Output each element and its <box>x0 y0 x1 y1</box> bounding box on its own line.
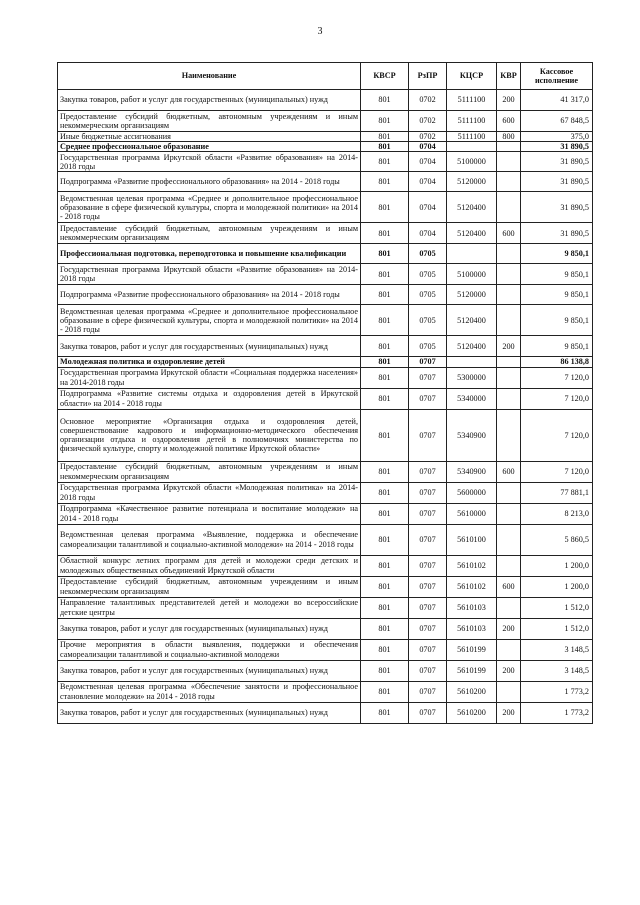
cell-kvsr: 801 <box>361 336 409 357</box>
cell-kcsr: 5340900 <box>447 461 497 482</box>
cell-name: Областной конкурс летних программ для детей и молодежи среди детских и молодежных общественных объединений Иркутской области <box>58 555 361 576</box>
cell-kcsr: 5610102 <box>447 555 497 576</box>
cell-kcsr: 5111100 <box>447 111 497 132</box>
table-row <box>58 503 593 524</box>
cell-kvsr: 801 <box>361 639 409 660</box>
cell-amount: 31 890,5 <box>521 142 593 152</box>
cell-amount: 1 773,2 <box>521 681 593 702</box>
cell-kvr <box>497 681 521 702</box>
cell-amount: 86 138,8 <box>521 357 593 367</box>
table-header-row <box>58 63 593 90</box>
table-row <box>58 132 593 142</box>
cell-amount: 7 120,0 <box>521 388 593 409</box>
cell-kvsr: 801 <box>361 132 409 142</box>
cell-rzpr: 0704 <box>409 172 447 192</box>
cell-kvr <box>497 503 521 524</box>
cell-name: Государственная программа Иркутской области «Развитие образования» на 2014-2018 годы <box>58 152 361 172</box>
cell-kvsr: 801 <box>361 367 409 388</box>
cell-amount: 31 890,5 <box>521 152 593 172</box>
header-kvr: КВР <box>497 63 521 90</box>
cell-name: Государственная программа Иркутской области «Социальная поддержка населения» на 2014-2018 годы <box>58 367 361 388</box>
cell-kcsr: 5120400 <box>447 305 497 336</box>
cell-rzpr: 0704 <box>409 192 447 223</box>
table-row <box>58 223 593 244</box>
page-number: 3 <box>317 26 323 37</box>
cell-kcsr: 5100000 <box>447 152 497 172</box>
cell-name: Подпрограмма «Развитие профессионального образования» на 2014 - 2018 годы <box>58 285 361 305</box>
cell-kcsr: 5111100 <box>447 132 497 142</box>
cell-rzpr: 0707 <box>409 503 447 524</box>
cell-rzpr: 0707 <box>409 482 447 503</box>
cell-rzpr: 0707 <box>409 639 447 660</box>
table-row <box>58 264 593 285</box>
cell-rzpr: 0704 <box>409 223 447 244</box>
cell-kvsr: 801 <box>361 90 409 111</box>
table-row <box>58 482 593 503</box>
cell-name: Молодежная политика и оздоровление детей <box>58 357 361 367</box>
header-kcsr: КЦСР <box>447 63 497 90</box>
header-name: Наименование <box>58 63 361 90</box>
table-row <box>58 142 593 152</box>
cell-kvr <box>497 524 521 555</box>
cell-name: Иные бюджетные ассигнования <box>58 132 361 142</box>
cell-rzpr: 0705 <box>409 336 447 357</box>
cell-rzpr: 0705 <box>409 285 447 305</box>
cell-kcsr: 5120000 <box>447 285 497 305</box>
table-row <box>58 576 593 597</box>
table-row <box>58 367 593 388</box>
cell-amount: 31 890,5 <box>521 223 593 244</box>
cell-kvr <box>497 367 521 388</box>
cell-name: Закупка товаров, работ и услуг для государственных (муниципальных) нужд <box>58 336 361 357</box>
cell-name: Прочие мероприятия в области выявления, поддержки и обеспечения самореализации талантливой и социально-активной молодежи <box>58 639 361 660</box>
cell-name: Среднее профессиональное образование <box>58 142 361 152</box>
cell-kvsr: 801 <box>361 285 409 305</box>
cell-rzpr: 0704 <box>409 142 447 152</box>
cell-rzpr: 0707 <box>409 576 447 597</box>
cell-kcsr: 5600000 <box>447 482 497 503</box>
table-row <box>58 702 593 723</box>
cell-kvr <box>497 244 521 264</box>
cell-kcsr: 5610103 <box>447 597 497 618</box>
cell-amount: 1 773,2 <box>521 702 593 723</box>
cell-kvsr: 801 <box>361 357 409 367</box>
table-row <box>58 192 593 223</box>
cell-amount: 375,0 <box>521 132 593 142</box>
cell-name: Основное мероприятие «Организация отдыха и оздоровления детей, совершенствование кадрового и информационно-методического обеспечения организации отдыха и оздоровления детей в полномочиях министерства по физической культуре, спорту и молодежной политике Иркутской области» <box>58 409 361 461</box>
cell-kvr: 600 <box>497 576 521 597</box>
table-row <box>58 305 593 336</box>
cell-kcsr: 5120400 <box>447 336 497 357</box>
cell-kvr <box>497 192 521 223</box>
cell-rzpr: 0707 <box>409 357 447 367</box>
cell-rzpr: 0702 <box>409 132 447 142</box>
cell-kvr <box>497 142 521 152</box>
cell-kvsr: 801 <box>361 618 409 639</box>
cell-amount: 7 120,0 <box>521 409 593 461</box>
cell-rzpr: 0707 <box>409 660 447 681</box>
table-row <box>58 639 593 660</box>
cell-name: Закупка товаров, работ и услуг для государственных (муниципальных) нужд <box>58 702 361 723</box>
budget-table <box>57 62 593 724</box>
cell-amount: 9 850,1 <box>521 264 593 285</box>
table-row <box>58 597 593 618</box>
cell-amount: 9 850,1 <box>521 336 593 357</box>
cell-kvsr: 801 <box>361 111 409 132</box>
cell-amount: 41 317,0 <box>521 90 593 111</box>
cell-amount: 7 120,0 <box>521 461 593 482</box>
table-row <box>58 388 593 409</box>
table-row <box>58 111 593 132</box>
table-row <box>58 409 593 461</box>
cell-kvr <box>497 264 521 285</box>
cell-amount: 31 890,5 <box>521 192 593 223</box>
table-row <box>58 336 593 357</box>
cell-kcsr: 5111100 <box>447 90 497 111</box>
cell-name: Закупка товаров, работ и услуг для государственных (муниципальных) нужд <box>58 660 361 681</box>
cell-rzpr: 0707 <box>409 461 447 482</box>
cell-kvr: 600 <box>497 223 521 244</box>
cell-kvsr: 801 <box>361 305 409 336</box>
cell-kvr: 200 <box>497 336 521 357</box>
cell-amount: 3 148,5 <box>521 639 593 660</box>
table-row <box>58 461 593 482</box>
cell-rzpr: 0707 <box>409 681 447 702</box>
cell-amount: 5 860,5 <box>521 524 593 555</box>
cell-rzpr: 0702 <box>409 90 447 111</box>
cell-name: Ведомственная целевая программа «Среднее и дополнительное профессиональное образование в сфере физической культуры, спорта и молодежной политики» на 2014 - 2018 годы <box>58 192 361 223</box>
cell-name: Направление талантливых представителей детей и молодежи во всероссийские детские центры <box>58 597 361 618</box>
cell-name: Ведомственная целевая программа «Обеспечение занятости и профессиональное становление молодежи» на 2014 - 2018 годы <box>58 681 361 702</box>
cell-amount: 1 200,0 <box>521 555 593 576</box>
cell-amount: 3 148,5 <box>521 660 593 681</box>
header-kvsr: КВСР <box>361 63 409 90</box>
cell-amount: 31 890,5 <box>521 172 593 192</box>
cell-kvr <box>497 639 521 660</box>
cell-kvr: 600 <box>497 111 521 132</box>
cell-kcsr: 5610000 <box>447 503 497 524</box>
cell-kvr <box>497 357 521 367</box>
cell-name: Подпрограмма «Качественное развитие потенциала и воспитание молодежи» на 2014 - 2018 годы <box>58 503 361 524</box>
header-rzpr: РзПР <box>409 63 447 90</box>
cell-kvsr: 801 <box>361 409 409 461</box>
cell-rzpr: 0707 <box>409 388 447 409</box>
cell-kvsr: 801 <box>361 702 409 723</box>
cell-kcsr: 5120400 <box>447 223 497 244</box>
cell-rzpr: 0702 <box>409 111 447 132</box>
cell-kcsr: 5300000 <box>447 367 497 388</box>
cell-amount: 1 200,0 <box>521 576 593 597</box>
cell-name: Ведомственная целевая программа «Выявление, поддержка и обеспечение самореализации талантливой и социально-активной молодежи» на 2014 - 2018 годы <box>58 524 361 555</box>
table-row <box>58 90 593 111</box>
cell-kvsr: 801 <box>361 524 409 555</box>
cell-kvr <box>497 409 521 461</box>
table-row <box>58 357 593 367</box>
cell-rzpr: 0705 <box>409 264 447 285</box>
cell-kcsr: 5340900 <box>447 409 497 461</box>
cell-amount: 77 881,1 <box>521 482 593 503</box>
cell-amount: 9 850,1 <box>521 285 593 305</box>
cell-rzpr: 0707 <box>409 618 447 639</box>
cell-kvr <box>497 597 521 618</box>
table-row <box>58 618 593 639</box>
cell-rzpr: 0705 <box>409 244 447 264</box>
cell-kvsr: 801 <box>361 388 409 409</box>
cell-kcsr <box>447 244 497 264</box>
cell-kvr: 200 <box>497 660 521 681</box>
table-row <box>58 555 593 576</box>
cell-amount: 7 120,0 <box>521 367 593 388</box>
cell-rzpr: 0705 <box>409 305 447 336</box>
cell-name: Ведомственная целевая программа «Среднее и дополнительное профессиональное образование в сфере физической культуры, спорта и молодежной политики» на 2014 - 2018 годы <box>58 305 361 336</box>
cell-kvsr: 801 <box>361 555 409 576</box>
cell-kcsr: 5100000 <box>447 264 497 285</box>
cell-kcsr: 5610100 <box>447 524 497 555</box>
cell-kcsr: 5610102 <box>447 576 497 597</box>
cell-kvr: 800 <box>497 132 521 142</box>
cell-rzpr: 0704 <box>409 152 447 172</box>
table-row <box>58 524 593 555</box>
cell-name: Государственная программа Иркутской области «Развитие образования» на 2014-2018 годы <box>58 264 361 285</box>
cell-kvr: 200 <box>497 90 521 111</box>
cell-rzpr: 0707 <box>409 597 447 618</box>
cell-kvr <box>497 305 521 336</box>
cell-kcsr <box>447 142 497 152</box>
cell-kvr <box>497 285 521 305</box>
table-row <box>58 244 593 264</box>
table-row <box>58 660 593 681</box>
cell-name: Предоставление субсидий бюджетным, автономным учреждениям и иным некоммерческим организациям <box>58 576 361 597</box>
cell-name: Предоставление субсидий бюджетным, автономным учреждениям и иным некоммерческим организациям <box>58 461 361 482</box>
cell-rzpr: 0707 <box>409 524 447 555</box>
cell-kcsr: 5120400 <box>447 192 497 223</box>
cell-kvr <box>497 388 521 409</box>
table-row <box>58 152 593 172</box>
cell-rzpr: 0707 <box>409 702 447 723</box>
cell-amount: 9 850,1 <box>521 305 593 336</box>
header-amount: Кассовое исполнение <box>521 63 593 90</box>
cell-kvr <box>497 482 521 503</box>
cell-amount: 8 213,0 <box>521 503 593 524</box>
cell-kvsr: 801 <box>361 482 409 503</box>
cell-kcsr: 5610199 <box>447 639 497 660</box>
cell-amount: 1 512,0 <box>521 618 593 639</box>
cell-name: Закупка товаров, работ и услуг для государственных (муниципальных) нужд <box>58 618 361 639</box>
cell-amount: 9 850,1 <box>521 244 593 264</box>
cell-kvr <box>497 555 521 576</box>
table-row <box>58 285 593 305</box>
cell-kvr: 600 <box>497 461 521 482</box>
cell-kvsr: 801 <box>361 681 409 702</box>
cell-kvsr: 801 <box>361 660 409 681</box>
table-body <box>58 90 593 724</box>
cell-kvsr: 801 <box>361 192 409 223</box>
cell-kvr: 200 <box>497 618 521 639</box>
cell-rzpr: 0707 <box>409 409 447 461</box>
cell-kcsr: 5610200 <box>447 681 497 702</box>
cell-kvsr: 801 <box>361 264 409 285</box>
cell-name: Закупка товаров, работ и услуг для государственных (муниципальных) нужд <box>58 90 361 111</box>
table-row <box>58 681 593 702</box>
cell-kvr <box>497 172 521 192</box>
cell-kvsr: 801 <box>361 172 409 192</box>
cell-amount: 67 848,5 <box>521 111 593 132</box>
cell-kcsr: 5610199 <box>447 660 497 681</box>
cell-kvsr: 801 <box>361 223 409 244</box>
cell-name: Подпрограмма «Развитие системы отдыха и оздоровления детей в Иркутской области» на 2014 - 2018 годы <box>58 388 361 409</box>
cell-name: Предоставление субсидий бюджетным, автономным учреждениям и иным некоммерческим организациям <box>58 223 361 244</box>
cell-name: Подпрограмма «Развитие профессионального образования» на 2014 - 2018 годы <box>58 172 361 192</box>
table-row <box>58 172 593 192</box>
cell-name: Предоставление субсидий бюджетным, автономным учреждениям и иным некоммерческим организациям <box>58 111 361 132</box>
cell-kvr: 200 <box>497 702 521 723</box>
cell-kcsr <box>447 357 497 367</box>
cell-kvr <box>497 152 521 172</box>
cell-amount: 1 512,0 <box>521 597 593 618</box>
cell-rzpr: 0707 <box>409 555 447 576</box>
cell-rzpr: 0707 <box>409 367 447 388</box>
cell-kvsr: 801 <box>361 244 409 264</box>
cell-kcsr: 5340000 <box>447 388 497 409</box>
cell-kvsr: 801 <box>361 152 409 172</box>
cell-kcsr: 5610200 <box>447 702 497 723</box>
cell-kvsr: 801 <box>361 576 409 597</box>
cell-kvsr: 801 <box>361 461 409 482</box>
cell-name: Государственная программа Иркутской области «Молодежная политика» на 2014-2018 годы <box>58 482 361 503</box>
cell-name: Профессиональная подготовка, переподготовка и повышение квалификации <box>58 244 361 264</box>
cell-kcsr: 5120000 <box>447 172 497 192</box>
cell-kcsr: 5610103 <box>447 618 497 639</box>
cell-kvsr: 801 <box>361 597 409 618</box>
cell-kvsr: 801 <box>361 503 409 524</box>
cell-kvsr: 801 <box>361 142 409 152</box>
